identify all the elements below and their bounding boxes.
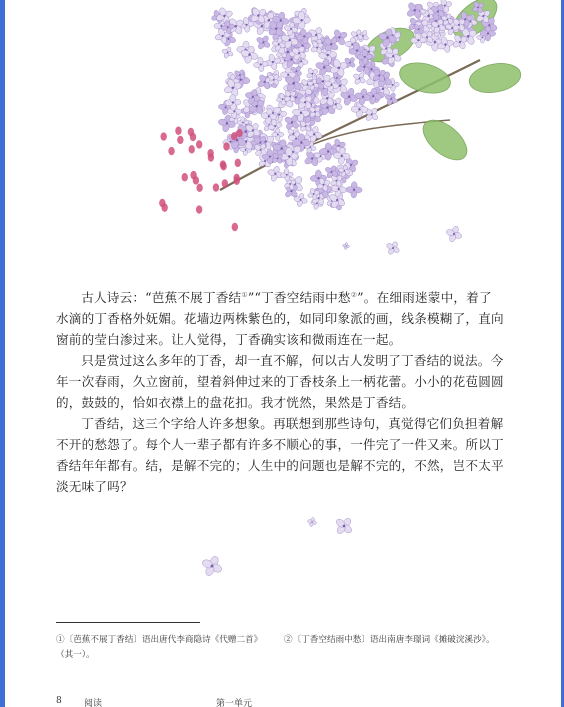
paragraph-2: 只是赏过这么多年的丁香，却一直不解，何以古人发明了丁香结的说法。今年一次春雨，久立窗前，望着斜伸过来的丁香枝条上一柄花蕾。小小的花苞圆圆的，鼓鼓的，恰如衣襟上的盘花扣。我才恍然，果然是丁香结。: [56, 353, 504, 411]
paragraph-1-rest: ”。在细雨迷蒙中，着了水滴的丁香格外妩媚。花墙边两株紫色的，如同印象派的画，线条模糊了，直向窗前的莹白渗过来。让人觉得，丁香确实该和微雨连在一起。: [56, 290, 504, 348]
flower-bud: [196, 205, 202, 213]
falling-petal-1: [306, 516, 317, 527]
falling-petals-bottom: [190, 508, 370, 588]
article-body: [56, 285, 504, 497]
flower-bud: [234, 177, 240, 185]
floret: [253, 32, 273, 52]
lilac-cluster-3: [209, 3, 313, 72]
flower-bud: [213, 183, 219, 191]
falling-petal-3: [198, 552, 226, 580]
flower-bud: [222, 179, 228, 187]
flower-bud: [223, 142, 229, 150]
paragraph-1-quote-2: ”“丁香空结雨中愁: [247, 290, 351, 306]
flower-bud: [168, 147, 174, 155]
footnote-2: ②〔丁香空结雨中愁〕语出南唐李璟词《摊破浣溪沙》。: [284, 635, 495, 645]
footnote-marker-2: ②: [350, 291, 358, 299]
page-number: 8: [56, 696, 62, 706]
falling-petal-2: [331, 513, 357, 539]
falling-petal-3: [444, 224, 465, 245]
paragraph-3: 丁香结，这三个字给人许多想象。再联想到那些诗句，真觉得它们负担着解不开的愁怨了。每个人一辈子都有许多不顺心的事，一件完了一件又来。所以丁香结年年都有。结，是解不完的；人生中的问题也是解不完的，不然，岂不太平淡无味了吗？: [56, 416, 504, 495]
footer-section-label: 阅读: [84, 699, 103, 707]
falling-petal-2: [384, 239, 403, 258]
footer-unit-label: 第一单元: [216, 699, 253, 707]
falling-petals-top: [338, 222, 468, 264]
paragraph-1-opening: 古人诗云：“芭蕉不展丁香结: [81, 290, 242, 306]
footnote-marker-1: ①: [241, 291, 248, 299]
footnote-divider: [56, 622, 200, 623]
page-frame-left: [0, 0, 5, 707]
flower-bud: [160, 132, 166, 140]
floret: [346, 181, 363, 198]
flower-bud: [220, 162, 226, 170]
flower-bud: [190, 133, 196, 141]
floret: [220, 45, 235, 60]
flower-bud: [177, 136, 183, 144]
flower-bud: [161, 203, 167, 211]
flower-bud: [196, 140, 202, 148]
flower-bud: [189, 145, 195, 153]
flower-bud: [207, 149, 213, 157]
flower-bud: [235, 159, 241, 167]
leaf-2: [396, 58, 453, 99]
flower-bud: [193, 176, 199, 184]
flower-bud: [196, 184, 202, 192]
leaf-4: [467, 60, 523, 97]
footnote-1: ①〔芭蕉不展丁香结〕语出唐代李商隐诗《代赠二首》（其一）。: [56, 635, 263, 660]
falling-petal-1: [342, 242, 350, 250]
flower-bud: [175, 127, 181, 135]
paragraph-1: [56, 285, 504, 350]
flower-bud: [231, 132, 237, 140]
flower-bud: [232, 223, 238, 231]
flower-bud: [182, 173, 188, 181]
lilac-illustration: [150, 0, 564, 260]
